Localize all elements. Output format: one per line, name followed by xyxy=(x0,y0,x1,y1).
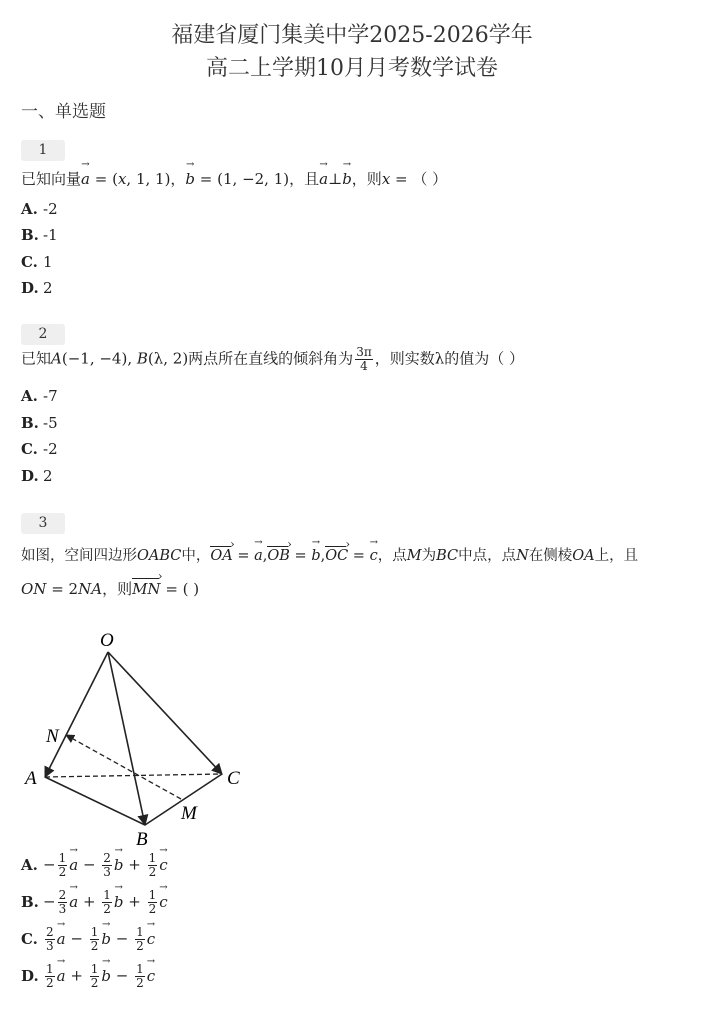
vector-mn xyxy=(66,735,181,799)
question-1-option-d[interactable]: D. 2 xyxy=(21,279,53,297)
question-3-option-c[interactable]: C. $\frac{2}{3}$ → a − $\frac{1}{2}$ → b − $\frac{1}{2}$ → c xyxy=(21,926,155,953)
question-1-option-a[interactable]: A. -2 xyxy=(21,200,58,218)
question-3-option-a[interactable]: A. − $\frac{1}{2}$ → a − $\frac{2}{3}$ → b + $\frac{1}{2}$ → c xyxy=(21,852,168,879)
label-n: N xyxy=(46,726,59,747)
question-number-badge: 3 xyxy=(21,513,65,534)
question-3-text-line1: 如图，空间四边形OABC中，OA › = → a,OB › = → b,OC › = → c，点M为BC中点，点N在侧棱OA上，且 xyxy=(21,544,638,565)
question-2-option-c[interactable]: C. -2 xyxy=(21,440,58,458)
question-3-option-d[interactable]: D. $\frac{1}{2}$ → a + $\frac{1}{2}$ → b − $\frac{1}{2}$ → c xyxy=(21,963,155,990)
label-a: A xyxy=(25,768,37,789)
label-b: B xyxy=(136,829,148,850)
question-1-option-b[interactable]: B. -1 xyxy=(21,226,58,244)
section-heading: 一、单选题 xyxy=(21,102,106,122)
question-2-option-d[interactable]: D. 2 xyxy=(21,467,53,485)
question-number-badge: 2 xyxy=(21,324,65,345)
label-c: C xyxy=(227,768,240,789)
question-3-text-line2: ON = 2NA，则MN › = ( ) xyxy=(21,578,199,599)
label-o: O xyxy=(100,630,114,651)
question-1-text: 已知向量→ a = (x, 1, 1)，→ b = (1, −2, 1)，且→ a⊥→ b，则x = （ ） xyxy=(21,168,447,189)
question-2-option-a[interactable]: A. -7 xyxy=(21,387,58,405)
tetrahedron-figure xyxy=(21,624,251,852)
edge-oa xyxy=(45,652,108,777)
question-2-text: 已知A(−1, −4), B(λ, 2)两点所在直线的倾斜角为 $\frac{3\pi}{4}$ ，则实数λ的值为（ ） xyxy=(21,345,524,374)
edge-ob xyxy=(108,652,145,825)
edge-ab xyxy=(45,777,145,825)
question-2-option-b[interactable]: B. -5 xyxy=(21,414,58,432)
question-1-option-c[interactable]: C. 1 xyxy=(21,253,53,271)
edge-oc xyxy=(108,652,222,774)
question-3-option-b[interactable]: B. − $\frac{2}{3}$ → a + $\frac{1}{2}$ → b + $\frac{1}{2}$ → c xyxy=(21,889,168,916)
exam-title-line2: 高二上学期10月月考数学试卷 xyxy=(206,56,498,81)
label-m: M xyxy=(181,803,197,824)
question-number-badge: 1 xyxy=(21,140,65,161)
exam-title-line1: 福建省厦门集美中学2025-2026学年 xyxy=(171,23,533,48)
